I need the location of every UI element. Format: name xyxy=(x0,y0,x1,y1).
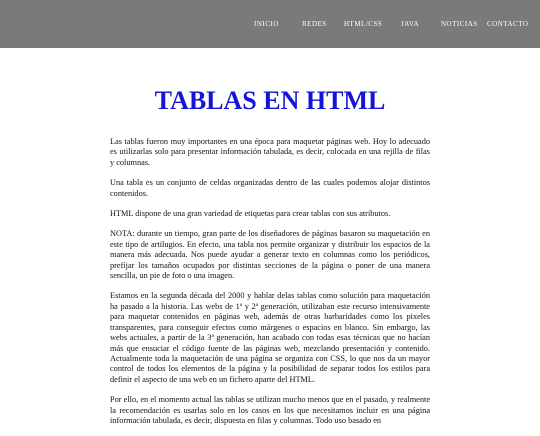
article-body xyxy=(110,137,430,436)
nav-link-noticias[interactable]: NOTICIAS xyxy=(441,20,478,28)
paragraph-intro: Las tablas fueron muy importantes en una época para maquetar páginas web. Hoy lo adecuado es utilizarlas solo para presentar información tabulada, es decir, colocada en una rejilla de filas y columnas. xyxy=(110,137,430,167)
paragraph-note: NOTA: durante un tiempo, gran parte de los diseñadores de páginas basaron su maquetación en este tipo de artilugios. En efecto, una tabla nos permite organizar y distribuir los espacios de la manera más adecuada. Nos puede ayudar a generar texto en columnas como los periódicos, prefijar los tamaños ocupados por distintas secciones de la página o poner de una manera sencilla, un pie de foto o una imagen. xyxy=(110,229,430,281)
paragraph-tags: HTML dispone de una gran variedad de etiquetas para crear tablas con sus atributos. xyxy=(110,209,391,219)
nav-link-inicio[interactable]: INICIO xyxy=(254,20,279,28)
nav-link-redes[interactable]: REDES xyxy=(302,20,327,28)
paragraph-current-use: Por ello, en el momento actual las tablas se utilizan mucho menos que en el pasado, y realmente la recomendación es usarlas solo en los casos en los que necesitamos incluir en una página información tabulada, es decir, dispuesta en filas y columnas. Todo uso basado en xyxy=(110,395,430,425)
top-navigation-bar xyxy=(0,0,540,48)
nav-link-java[interactable]: JAVA xyxy=(401,20,420,28)
paragraph-history: Estamos en la segunda década del 2000 y hablar delas tablas como solución para maquetación ha pasado a la historia. Las webs de 1ª y 2ª generación, utilizaban este recurso intensivamente para maquetar contenidos en páginas web, además de otras barbaridades como los pixeles transparentes, para conseguir efectos como márgenes o espacios en blanco. Sin embargo, las webs actuales, a partir de la 3ª generación, han acabado con todas esas técnicas que no hacían más que ensuciar el código fuente de las páginas web, mezclando presentación y contenido. Actualmente toda la maquetación de una página se organiza con CSS, lo que nos da un mayor control de todos los elementos de la página y la posibilidad de separar todos los estilos para definir el aspecto de una web en un fichero aparte del HTML. xyxy=(110,291,430,384)
nav-link-contacto[interactable]: CONTACTO xyxy=(487,20,529,28)
page-title: TABLAS EN HTML xyxy=(154,86,386,115)
nav-link-html-css[interactable]: HTML/CSS xyxy=(344,20,383,28)
paragraph-definition: Una tabla es un conjunto de celdas organizadas dentro de las cuales podemos alojar distintos contenidos. xyxy=(110,178,430,198)
